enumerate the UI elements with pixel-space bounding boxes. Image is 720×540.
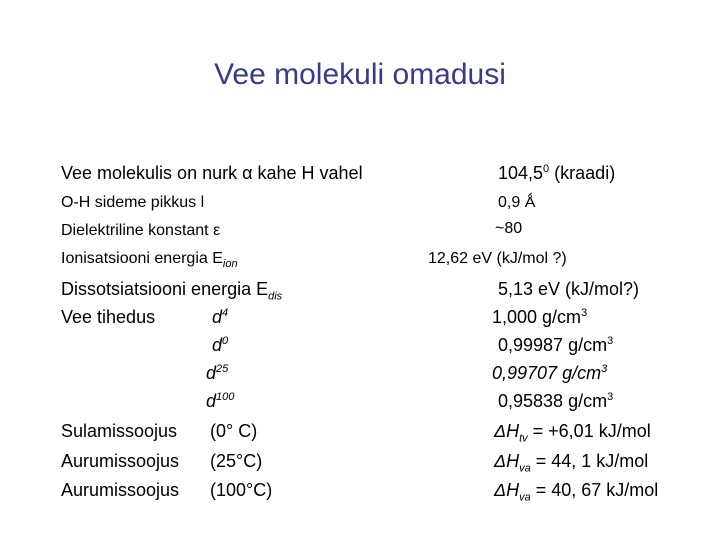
dissociation-label: Dissotsiatsiooni energia $E_{dis}$ bbox=[61, 279, 283, 303]
dielectric-label: Dielektriline konstant ε bbox=[61, 222, 221, 239]
vaporization-heat-label-25: Aurumissoojus bbox=[61, 451, 180, 471]
ionisation-label: Ionisatsiooni energia $E_{ion}$ bbox=[61, 250, 238, 271]
density-value-d25: 0,99707 $g/cm^3$ bbox=[492, 363, 608, 383]
density-symbol-d0: $d^0$ bbox=[212, 335, 229, 355]
vaporization-heat-value-100: $\Delta H_{va} = 40$, 67 kJ/mol bbox=[494, 480, 659, 504]
vaporization-heat-condition-100: (100°C) bbox=[210, 480, 273, 500]
bond-length-value: 0,9 Ǻ bbox=[498, 194, 536, 211]
angle-value: 104,5$^0$ (kraadi) bbox=[498, 163, 616, 183]
density-symbol-d4: $d^4$ bbox=[212, 307, 229, 327]
density-symbol-d25: $d^{25}$ bbox=[206, 363, 229, 383]
density-label: Vee tihedus bbox=[61, 307, 156, 327]
density-symbol-d100: $d^{100}$ bbox=[206, 391, 235, 411]
vaporization-heat-label-100: Aurumissoojus bbox=[61, 480, 180, 500]
fusion-heat-value: $\Delta H_{tv} = +6,01$ kJ/mol bbox=[494, 421, 651, 445]
density-value-d4: 1,000 $g/cm^3$ bbox=[492, 307, 588, 327]
slide-title: Vee molekuli omadusi bbox=[214, 58, 506, 91]
fusion-heat-label: Sulamissoojus bbox=[61, 421, 178, 441]
fusion-heat-condition: (0° C) bbox=[210, 421, 258, 441]
dielectric-value: ~80 bbox=[495, 220, 523, 237]
vaporization-heat-condition-25: (25°C) bbox=[210, 451, 263, 471]
bond-length-label: O-H sideme pikkus l bbox=[61, 194, 205, 211]
dissociation-value: 5,13 eV (kJ/mol?) bbox=[498, 279, 640, 299]
ionisation-value: 12,62 eV (kJ/mol ?) bbox=[428, 250, 567, 267]
density-value-d0: 0,99987 $g/cm^3$ bbox=[498, 335, 614, 355]
vaporization-heat-value-25: $\Delta H_{va} = 44$, 1 kJ/mol bbox=[494, 451, 649, 475]
density-value-d100: 0,95838 $g/cm^3$ bbox=[498, 391, 614, 411]
angle-label: Vee molekulis on nurk α kahe H vahel bbox=[61, 163, 363, 183]
